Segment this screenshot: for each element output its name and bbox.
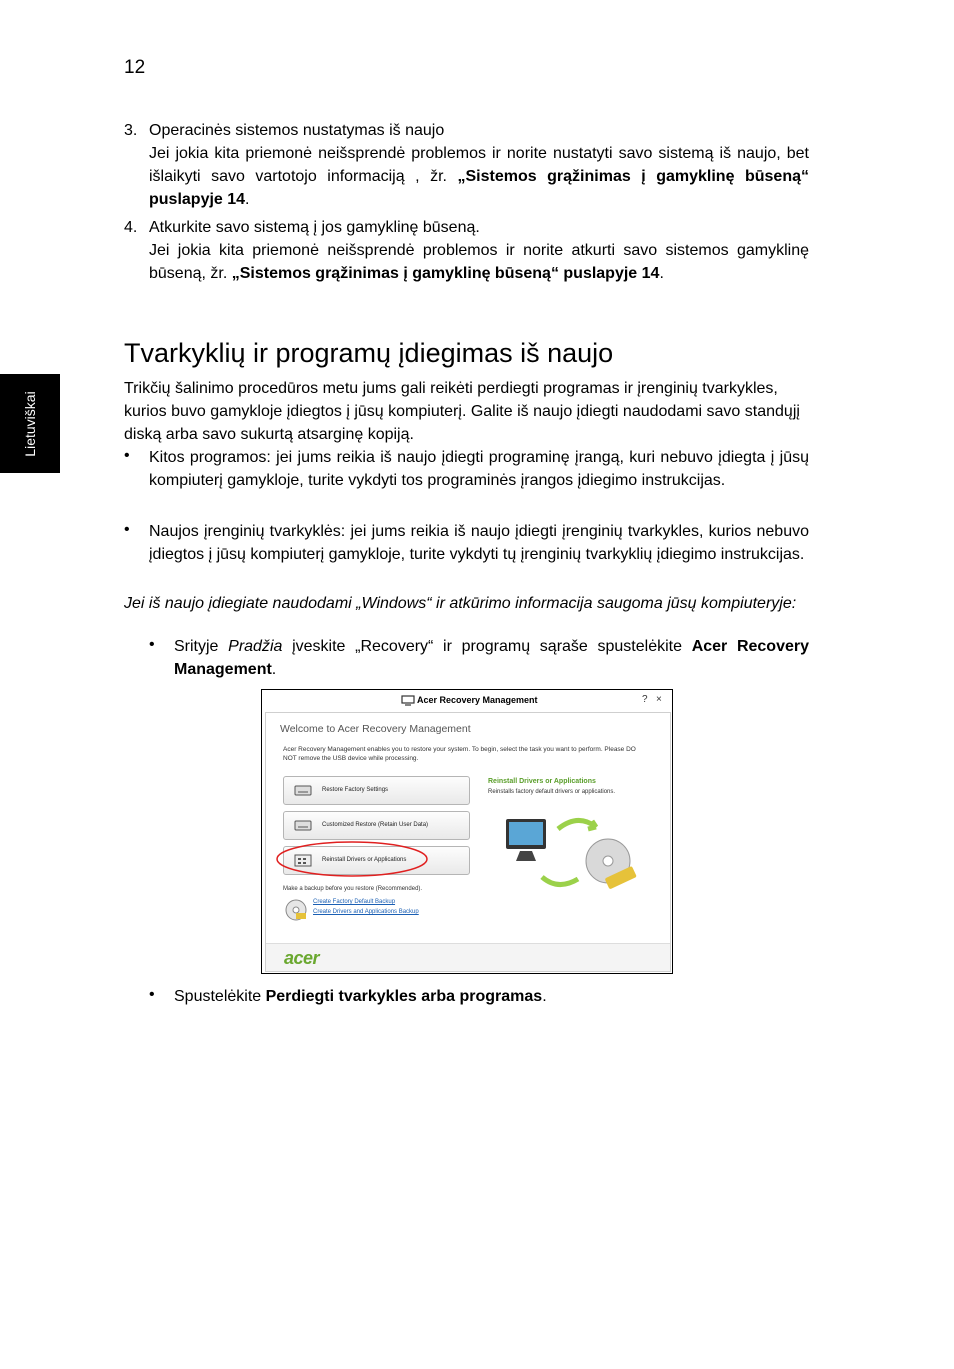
step-click-reinstall: Spustelėkite Perdiegti tvarkykles arba programas. [174, 988, 547, 1005]
welcome-title: Welcome to Acer Recovery Management [280, 723, 471, 735]
welcome-description: Acer Recovery Management enables you to restore your system. To begin, select the task you want to perform. Please DO NOT remove the USB device while processing. [283, 746, 636, 762]
list-item-4-title: Atkurkite savo sistemą į jos gamyklinę būseną. [149, 219, 480, 236]
app-icon [401, 695, 415, 706]
bullet-marker: • [149, 636, 155, 653]
drive-icon [293, 818, 313, 832]
bullet-other-programs: Kitos programos: jei jums reikia iš naujo įdiegti programinę įrangą, kuri nebuvo įdiegta į jūsų kompiuterį gamykloje, turite vykdyti tos programinės įrangos įdiegimo instrukcijas. [149, 449, 809, 489]
selected-task-title: Reinstall Drivers or Applications [488, 778, 596, 785]
restore-factory-button[interactable]: Restore Factory Settings [283, 776, 470, 805]
bullet-marker: • [124, 447, 130, 464]
bullet-marker: • [124, 521, 130, 538]
bullet-marker: • [149, 986, 155, 1003]
acer-logo: acer [284, 948, 320, 968]
selected-task-description: Reinstalls factory default drivers or applications. [488, 789, 616, 795]
cross-reference: „Sistemos grąžinimas į gamyklinę būseną“ puslapyje 14 [149, 168, 809, 208]
section-heading: Tvarkyklių ir programų įdiegimas iš naujo [124, 338, 614, 368]
recovery-screenshot [261, 689, 673, 974]
drivers-backup-link[interactable]: Create Drivers and Applications Backup [313, 909, 419, 915]
list-item-4-body: Jei jokia kita priemonė neišsprendė problemos ir norite atkurti savo sistemos gamyklinę būseną, žr. „Sistemos grąžinimas į gamyklinę būseną“ puslapyje 14. [149, 242, 809, 282]
step-open-recovery: Srityje Pradžia įveskite „Recovery“ ir programų sąraše spustelėkite Acer Recovery Management. [174, 638, 810, 678]
window-titlebar [262, 690, 672, 712]
list-number-4: 4. [124, 219, 138, 236]
window-footer [266, 943, 670, 971]
restore-illustration-icon [498, 811, 643, 899]
customized-restore-button[interactable]: Customized Restore (Retain User Data) [283, 811, 470, 840]
reinstall-drivers-button[interactable]: Reinstall Drivers or Applications [283, 846, 470, 875]
list-item-3-title: Operacinės sistemos nustatymas iš naujo [149, 122, 445, 139]
language-side-tab [0, 374, 60, 473]
help-icon[interactable]: ? [642, 694, 648, 705]
italic-note: Jei iš naujo įdiegiate naudodami „Windows“ ir atkūrimo informacija saugoma jūsų kompiuteryje: [124, 595, 797, 612]
window-content [265, 712, 671, 972]
list-item-3-body: Jei jokia kita priemonė neišsprendė problemos ir norite nustatyti savo sistemą iš naujo, bet išlaikyti savo vartotojo informaciją , žr. „Sistemos grąžinimas į gamyklinę būseną“ puslapyje 14. [149, 145, 809, 208]
backup-label: Make a backup before you restore (Recommended). [283, 886, 423, 892]
window-title: Acer Recovery Management [417, 695, 538, 705]
drive-icon [293, 783, 313, 797]
close-icon[interactable]: × [656, 694, 662, 705]
bullet-new-drivers: Naujos įrenginių tvarkyklės: jei jums reikia iš naujo įdiegti įrenginių tvarkykles, kurios nebuvo įdiegtos į jūsų kompiuterį gamykloje, turite vykdyti tų įrenginių tvarkyklių įdiegimo instrukcijas. [149, 523, 809, 563]
intro-paragraph: Trikčių šalinimo procedūros metu jums gali reikėti perdiegti programas ir įrenginių tvarkykles, kurios buvo gamykloje įdiegtos į jūsų kompiuterį. Galite iš naujo įdiegti naudodami savo standųjį diską arba savo sukurtą atsarginę kopiją. [124, 380, 800, 443]
side-tab-label: Lietuviškai [22, 390, 38, 457]
factory-backup-link[interactable]: Create Factory Default Backup [313, 899, 396, 905]
cross-reference: „Sistemos grąžinimas į gamyklinę būseną“ puslapyje 14 [231, 265, 660, 282]
highlight-circle [274, 840, 434, 880]
disc-icon [284, 898, 308, 922]
list-number-3: 3. [124, 122, 138, 139]
page-number: 12 [124, 57, 146, 78]
